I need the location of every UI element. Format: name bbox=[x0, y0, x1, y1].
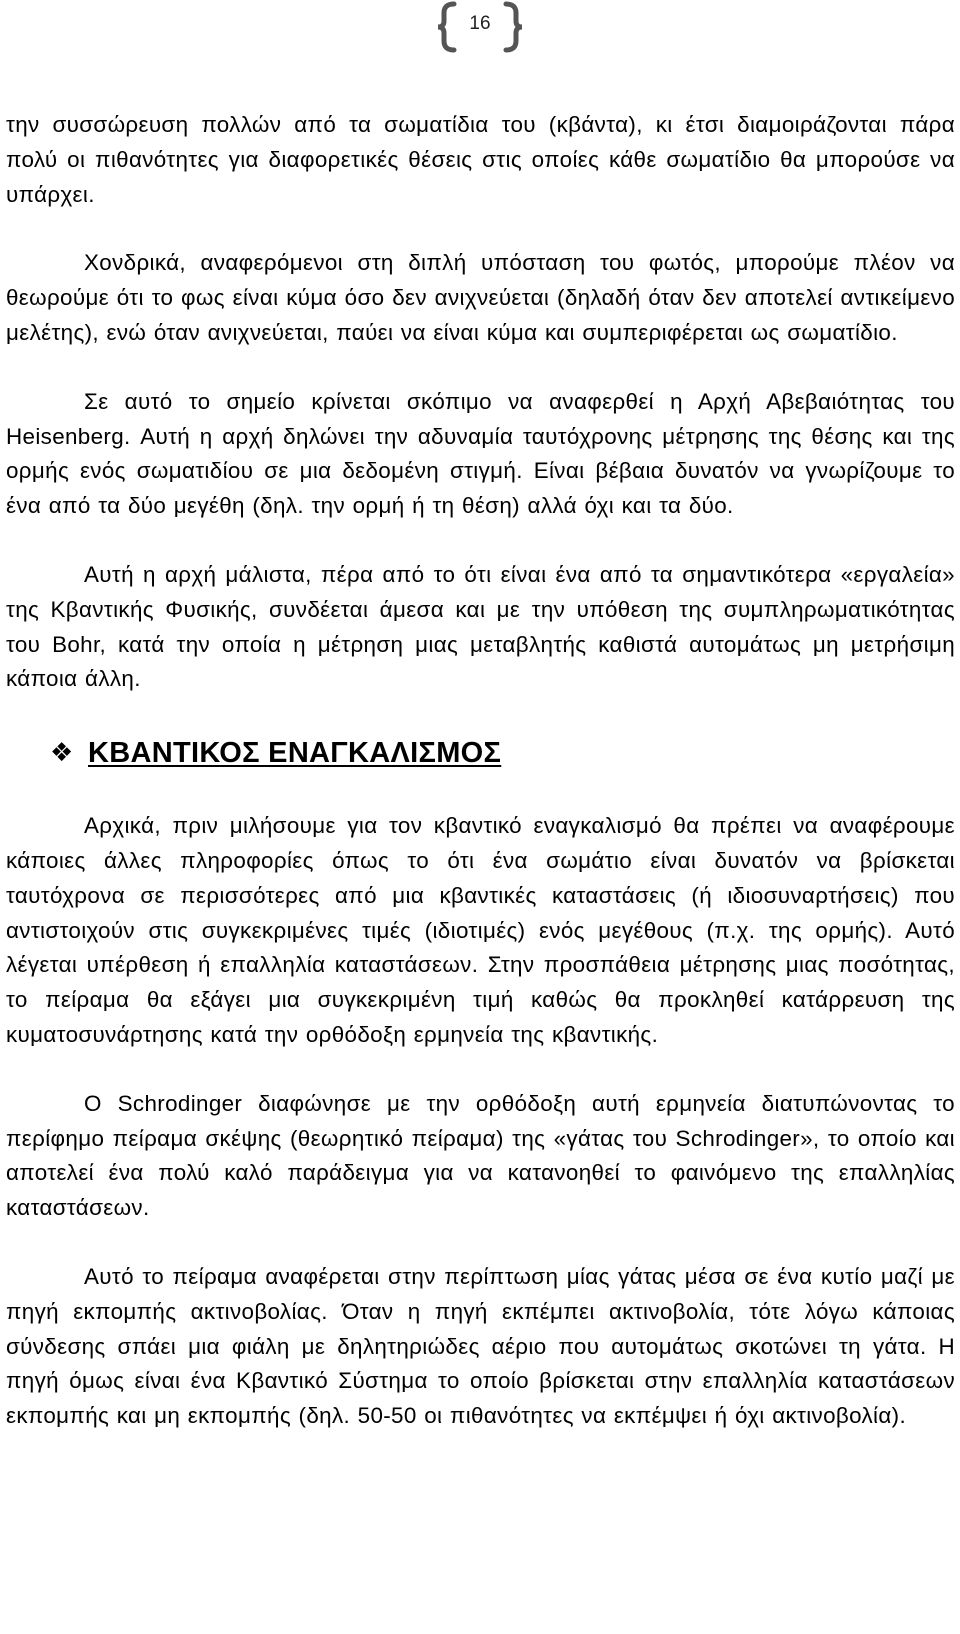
section-title: ΚΒΑΝΤΙΚΟΣ ΕΝΑΓΚΑΛΙΣΜΟΣ bbox=[88, 737, 502, 770]
diamond-four-petal-icon: ❖ bbox=[50, 738, 74, 769]
section-heading bbox=[50, 733, 955, 773]
page-content bbox=[6, 108, 955, 1434]
paragraph-superposition: Αρχικά, πριν μιλήσουμε για τον κβαντικό εναγκαλισμό θα πρέπει να αναφέρουμε κάποιες άλλες πληροφορίες όπως το ότι ένα σωμάτιο είναι δυνατόν να βρίσκεται ταυτόχρονα σε περισσότερες από μια κβαντικές καταστάσεις (ή ιδιοσυναρτήσεις) που αντιστοιχούν στις συγκεκριμένες τιμές (ιδιοτιμές) ενός μεγέθους (π.χ. της ορμής). Αυτό λέγεται υπέρθεση ή επαλληλία καταστάσεων. Στην προσπάθεια μέτρησης μιας ποσότητας, το πείραμα θα εξάγει μια συγκεκριμένη τιμή καθώς θα προκληθεί κατάρρευση της κυματοσυνάρτησης κατά την ορθόδοξη ερμηνεία της κβαντικής. bbox=[6, 813, 955, 1047]
paragraph-schrodinger: Ο Schrodinger διαφώνησε με την ορθόδοξη αυτή ερμηνεία διατυπώνοντας το περίφημο πείραμα σκέψης (θεωρητικό πείραμα) της «γάτας του Schrodinger», το οποίο και αποτελεί ένα πολύ καλό παράδειγμα για να κατανοηθεί το φαινόμενο της επαλληλίας καταστάσεων. bbox=[6, 1090, 955, 1221]
page-number: 16 bbox=[469, 13, 491, 34]
paragraph-cat-experiment: Αυτό το πείραμα αναφέρεται στην περίπτωση μίας γάτας μέσα σε ένα κυτίο μαζί με πηγή εκπομπής ακτινοβολίας. Όταν η πηγή εκπέμπει ακτινοβολία, τότε λόγω κάποιας σύνδεσης σπάει μια φιάλη με δηλητηριώδες αέριο που αυτομάτως σκοτώνει τη γάτα. Η πηγή όμως είναι ένα Κβαντικό Σύστημα το οποίο βρίσκεται στην επαλληλία καταστάσεων εκπομπής και μη εκπομπής (δηλ. 50-50 οι πιθανότητες να εκπέμψει ή όχι ακτινοβολία). bbox=[6, 1263, 955, 1429]
paragraph-bohr: Αυτή η αρχή μάλιστα, πέρα από το ότι είναι ένα από τα σημαντικότερα «εργαλεία» της Κβαντικής Φυσικής, συνδέεται άμεσα και με την υπόθεση της συμπληρωματικότητας του Bohr, κατά την οποία η μέτρηση μιας μεταβλητής καθιστά αυτομάτως μη μετρήσιμη κάποια άλλη. bbox=[6, 561, 955, 692]
paragraph-heisenberg: Σε αυτό το σημείο κρίνεται σκόπιμο να αναφερθεί η Αρχή Αβεβαιότητας του Heisenberg. Αυτή η αρχή δηλώνει την αδυναμία ταυτόχρονης μέτρησης της θέσης και της ορμής ενός σωματιδίου σε μια δεδομένη στιγμή. Είναι βέβαια δυνατόν να γνωρίζουμε το ένα από τα δύο μεγέθη (δηλ. την ορμή ή τη θέση) αλλά όχι και τα δύο. bbox=[6, 388, 955, 519]
paragraph-continuation: την συσσώρευση πολλών από τα σωματίδια του (κβάντα), κι έτσι διαμοιράζονται πάρα πολύ οι πιθανότητες για διαφορετικές θέσεις στις οποίες κάθε σωματίδιο θα μπορούσε να υπάρχει. bbox=[6, 112, 955, 207]
paragraph-light-duality: Χονδρικά, αναφερόμενοι στη διπλή υπόσταση του φωτός, μπορούμε πλέον να θεωρούμε ότι το φως είναι κύμα όσο δεν ανιχνεύεται (δηλαδή όταν δεν αποτελεί αντικείμενο μελέτης), ενώ όταν ανιχνεύεται, παύει να είναι κύμα και συμπεριφέρεται ως σωματίδιο. bbox=[6, 250, 955, 345]
page-number-box bbox=[430, 0, 530, 54]
